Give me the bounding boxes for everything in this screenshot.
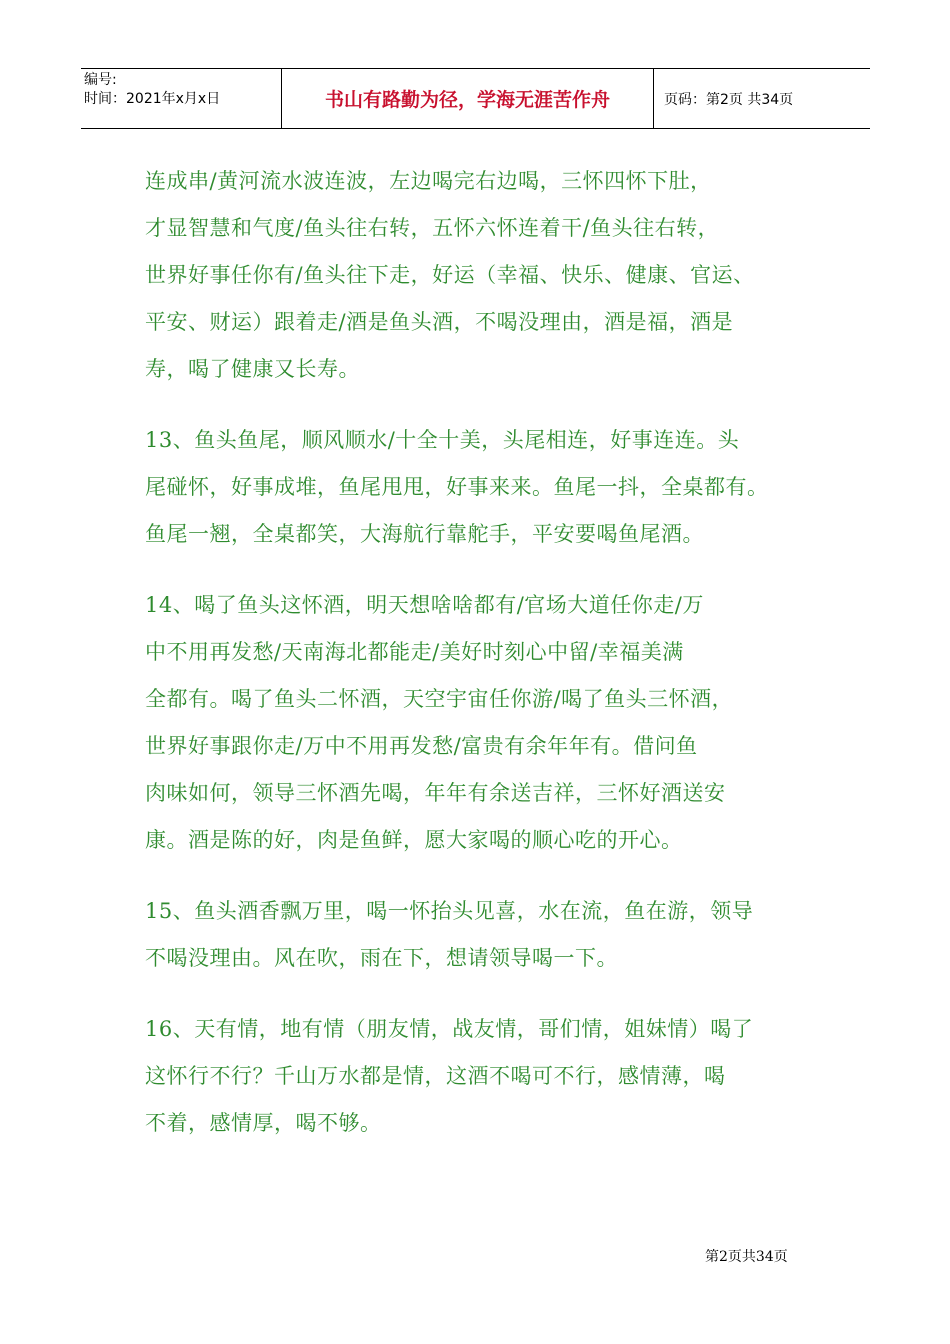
paragraph-line: 13、鱼头鱼尾，顺风顺水/十全十美，头尾相连，好事连连。头 <box>145 428 740 452</box>
paragraph-line: 肉味如何，领导三怀酒先喝，年年有余送吉祥，三怀好酒送安 <box>145 781 726 805</box>
paragraph <box>145 582 825 864</box>
document-body <box>145 158 825 1171</box>
header-page-number: 页码：第2页 共34页 <box>664 91 794 108</box>
paragraph-line: 尾碰怀，好事成堆，鱼尾甩甩，好事来来。鱼尾一抖，全桌都有。 <box>145 475 769 499</box>
paragraph-line: 不喝没理由。风在吹，雨在下，想请领导喝一下。 <box>145 946 618 970</box>
paragraph <box>145 158 825 393</box>
paragraph-line: 才显智慧和气度/鱼头往右转，五怀六怀连着干/鱼头往右转， <box>145 216 720 240</box>
header-motto: 书山有路勤为径，学海无涯苦作舟 <box>281 69 654 128</box>
page-header <box>81 68 870 129</box>
paragraph-line: 寿，喝了健康又长寿。 <box>145 357 360 381</box>
paragraph-line: 康。酒是陈的好，肉是鱼鲜，愿大家喝的顺心吃的开心。 <box>145 828 683 852</box>
paragraph-line: 16、天有情，地有情（朋友情，战友情，哥们情，姐妹情）喝了 <box>145 1017 754 1041</box>
paragraph-line: 不着，感情厚，喝不够。 <box>145 1111 382 1135</box>
document-number-label: 编号: <box>84 72 117 88</box>
paragraph-line: 平安、财运）跟着走/酒是鱼头酒，不喝没理由，酒是福，酒是 <box>145 310 734 334</box>
footer-page-number: 第2页共34页 <box>705 1249 788 1265</box>
paragraph <box>145 888 825 982</box>
paragraph-line: 世界好事任你有/鱼头往下走，好运（幸福、快乐、健康、官运、 <box>145 263 755 287</box>
paragraph-line: 中不用再发愁/天南海北都能走/美好时刻心中留/幸福美满 <box>145 640 684 664</box>
paragraph <box>145 417 825 558</box>
paragraph-line: 连成串/黄河流水波连波，左边喝完右边喝，三怀四怀下肚， <box>145 169 712 193</box>
paragraph-line: 14、喝了鱼头这怀酒，明天想啥啥都有/官场大道任你走/万 <box>145 593 704 617</box>
paragraph-line: 世界好事跟你走/万中不用再发愁/富贵有余年年有。借问鱼 <box>145 734 698 758</box>
paragraph-line: 全都有。喝了鱼头二怀酒，天空宇宙任你游/喝了鱼头三怀酒， <box>145 687 734 711</box>
paragraph-line: 这怀行不行？千山万水都是情，这酒不喝可不行，感情薄，喝 <box>145 1064 726 1088</box>
paragraph-line: 15、鱼头酒香飘万里，喝一怀抬头见喜，水在流，鱼在游，领导 <box>145 899 754 923</box>
paragraph-line: 鱼尾一翘，全桌都笑，大海航行靠舵手，平安要喝鱼尾酒。 <box>145 522 704 546</box>
paragraph <box>145 1006 825 1147</box>
header-meta <box>81 69 281 128</box>
document-time-label: 时间：2021年x月x日 <box>84 91 221 107</box>
